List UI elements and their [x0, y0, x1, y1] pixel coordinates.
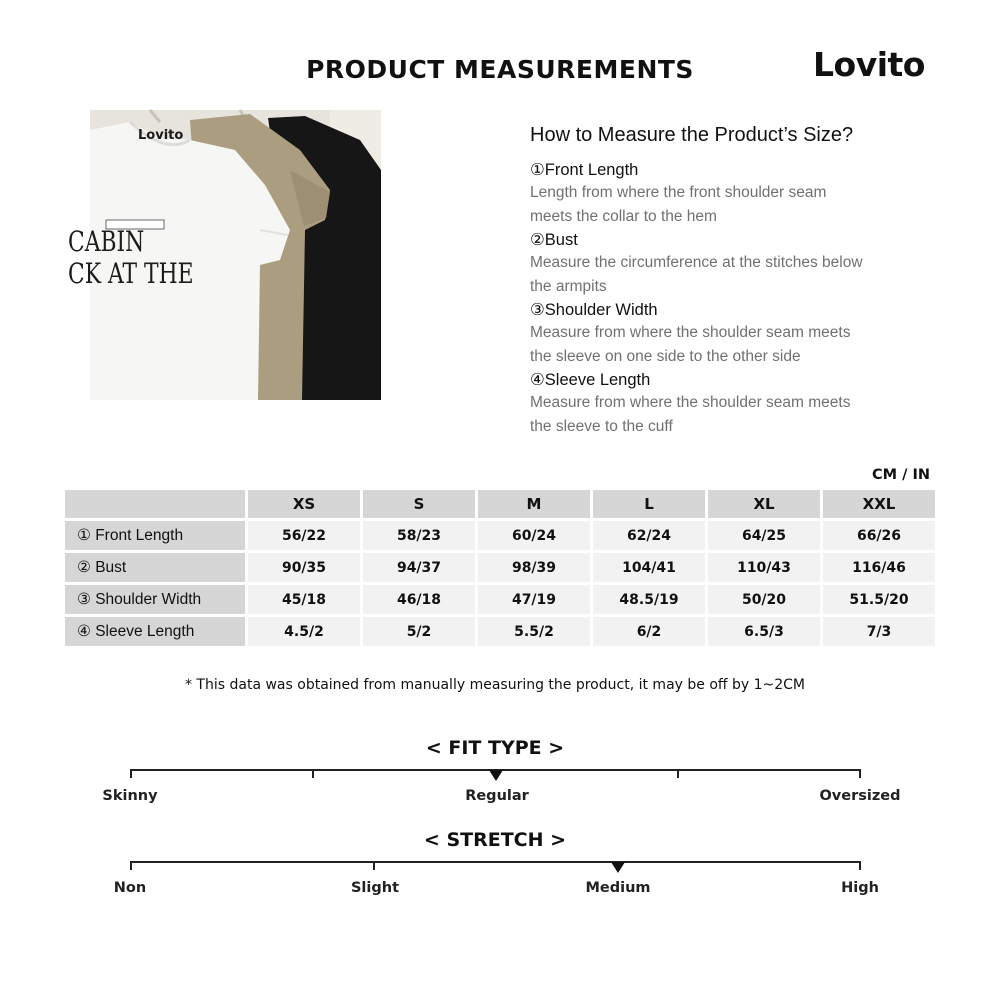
instruction-front-length — [530, 159, 930, 229]
table-row — [65, 553, 935, 582]
row-label-bust: ② Bust — [65, 553, 245, 582]
size-header-row — [65, 490, 935, 518]
fit-type-tick — [130, 769, 132, 778]
instruction-heading: ①Front Length — [530, 161, 639, 179]
instruction-text: Measure from where the shoulder seam meets — [530, 324, 851, 341]
instruction-sleeve-length — [530, 369, 930, 439]
table-cell: 46/18 — [363, 585, 475, 614]
stretch-marker-icon — [611, 862, 625, 873]
measurement-disclaimer: * This data was obtained from manually measuring the product, it may be off by 1~2CM — [184, 677, 806, 693]
table-cell: 56/22 — [248, 521, 360, 550]
table-cell: 45/18 — [248, 585, 360, 614]
size-header-s: S — [363, 490, 475, 518]
fit-label-regular: Regular — [465, 788, 529, 804]
table-cell: 4.5/2 — [248, 617, 360, 646]
stretch-tick — [373, 861, 375, 870]
table-cell: 58/23 — [363, 521, 475, 550]
fit-label-oversized: Oversized — [819, 788, 901, 804]
stretch-label-medium: Medium — [585, 880, 651, 896]
table-cell: 104/41 — [593, 553, 705, 582]
fit-type-title: < FIT TYPE > — [425, 737, 565, 759]
table-cell: 94/37 — [363, 553, 475, 582]
shirt-print-line2: CK AT THE — [68, 257, 194, 290]
size-table — [62, 487, 938, 649]
table-cell: 6.5/3 — [708, 617, 820, 646]
instruction-heading: ③Shoulder Width — [530, 301, 658, 319]
instruction-text: meets the collar to the hem — [530, 208, 717, 225]
fit-type-tick — [859, 769, 861, 778]
table-cell: 6/2 — [593, 617, 705, 646]
instruction-heading: ②Bust — [530, 231, 578, 249]
product-photo — [68, 110, 381, 400]
table-cell: 98/39 — [478, 553, 590, 582]
brand-logo: Lovito — [813, 45, 925, 84]
row-label-shoulder-width: ③ Shoulder Width — [65, 585, 245, 614]
table-cell: 50/20 — [708, 585, 820, 614]
table-cell: 110/43 — [708, 553, 820, 582]
instruction-heading: ④Sleeve Length — [530, 371, 651, 389]
stretch-scale-line — [130, 861, 861, 863]
instruction-text: the armpits — [530, 278, 607, 295]
stretch-label-non: Non — [113, 880, 147, 896]
instruction-text: the sleeve on one side to the other side — [530, 348, 801, 365]
shirt-print-text — [68, 226, 194, 290]
instruction-text: the sleeve to the cuff — [530, 418, 673, 435]
fit-type-tick — [677, 769, 679, 778]
shirt-print-line1: CABIN — [68, 225, 145, 258]
table-cell: 48.5/19 — [593, 585, 705, 614]
size-header-m: M — [478, 490, 590, 518]
instruction-bust — [530, 229, 930, 299]
instruction-text: Measure the circumference at the stitches below — [530, 254, 863, 271]
instruction-shoulder-width — [530, 299, 930, 369]
fit-label-skinny: Skinny — [102, 788, 158, 804]
size-header-xl: XL — [708, 490, 820, 518]
table-corner — [65, 490, 245, 518]
stretch-label-slight: Slight — [350, 880, 400, 896]
fit-type-marker-icon — [489, 770, 503, 781]
table-row — [65, 617, 935, 646]
stretch-label-high: High — [841, 880, 879, 896]
table-cell: 116/46 — [823, 553, 935, 582]
table-cell: 60/24 — [478, 521, 590, 550]
table-cell: 64/25 — [708, 521, 820, 550]
table-row — [65, 521, 935, 550]
stretch-tick — [130, 861, 132, 870]
table-cell: 51.5/20 — [823, 585, 935, 614]
table-cell: 62/24 — [593, 521, 705, 550]
table-row — [65, 585, 935, 614]
table-cell: 5.5/2 — [478, 617, 590, 646]
row-label-sleeve-length: ④ Sleeve Length — [65, 617, 245, 646]
size-header-xxl: XXL — [823, 490, 935, 518]
measure-instructions-title: How to Measure the Product’s Size? — [530, 124, 854, 146]
instruction-text: Measure from where the shoulder seam meets — [530, 394, 851, 411]
stretch-title: < STRETCH > — [423, 829, 567, 851]
instruction-text: Length from where the front shoulder seam — [530, 184, 827, 201]
size-header-l: L — [593, 490, 705, 518]
table-cell: 5/2 — [363, 617, 475, 646]
size-header-xs: XS — [248, 490, 360, 518]
row-label-front-length: ① Front Length — [65, 521, 245, 550]
table-cell: 66/26 — [823, 521, 935, 550]
table-cell: 90/35 — [248, 553, 360, 582]
unit-label: CM / IN — [872, 467, 930, 483]
table-cell: 47/19 — [478, 585, 590, 614]
page-title: PRODUCT MEASUREMENTS — [306, 55, 694, 84]
stretch-tick — [859, 861, 861, 870]
table-cell: 7/3 — [823, 617, 935, 646]
photo-brand-label: Lovito — [138, 128, 184, 143]
fit-type-tick — [312, 769, 314, 778]
